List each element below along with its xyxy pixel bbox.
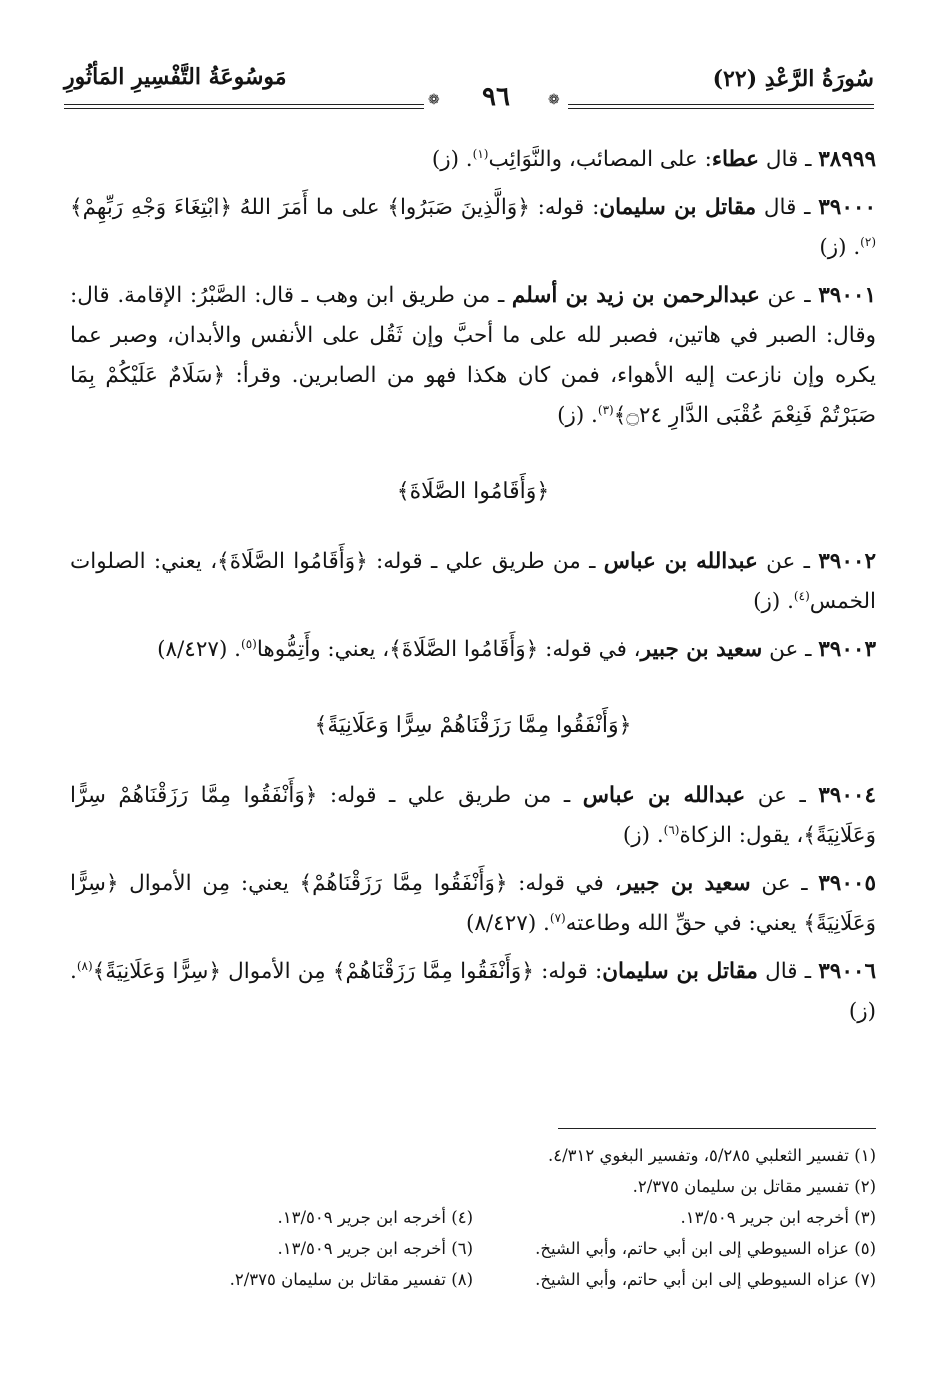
entry-text: ـ عن xyxy=(745,783,819,808)
narrator-name: سعيد بن جبير xyxy=(640,637,763,662)
narrator-name: مقاتل بن سليمان xyxy=(602,959,758,984)
footnote-separator xyxy=(558,1128,876,1129)
footnote-5: (٥) عزاه السيوطي إلى ابن أبي حاتم، وأبي الشيخ. xyxy=(535,1239,876,1258)
entry-number: ٣٩٠٠٣ xyxy=(818,637,876,662)
entry-39006 xyxy=(70,952,876,1032)
footnote-row xyxy=(70,1264,876,1295)
entry-text: : على المصائب، والنَّوَائِب xyxy=(488,147,712,172)
narrator-name: مقاتل بن سليمان xyxy=(599,195,757,220)
page-number: ٩٦ xyxy=(482,82,510,112)
footnote-8: (٨) تفسير مقاتل بن سليمان ٢/٣٧٥. xyxy=(229,1270,473,1289)
entry-text: ، في قوله: ﴿وَأَقَامُوا الصَّلَاةَ﴾، يعني: وأَتِمُّوها xyxy=(256,637,641,662)
entry-38999 xyxy=(70,140,876,180)
section-heading-2: ﴿وَأَنْفَقُوا مِمَّا رَزَقْنَاهُمْ سِرًّا وَعَلَانِيَةً﴾ xyxy=(314,713,632,738)
footnote-6: (٦) أخرجه ابن جرير ١٣/٥٠٩. xyxy=(277,1239,473,1258)
entry-text: ـ قال xyxy=(756,195,819,220)
entry-text: ـ عن xyxy=(762,637,819,662)
entry-39005 xyxy=(70,864,876,944)
entry-text: ـ من طريق علي ـ قوله: ﴿وَأَقَامُوا الصَّلَاةَ﴾، يعني: الصلوات الخمس xyxy=(70,549,876,614)
surah-title: سُورَةُ الرَّعْدِ (٢٢) xyxy=(712,66,874,92)
footnote-1: (١) تفسير الثعلبي ٥/٢٨٥، وتفسير البغوي ٤/٣١٢. xyxy=(547,1146,876,1165)
entry-text: ، في قوله: ﴿وَأَنْفَقُوا مِمَّا رَزَقْنَاهُمْ﴾ يعني: مِن الأموال ﴿سِرًّا وَعَلَانِيَةً﴾ يعني: في حقِّ الله وطاعته xyxy=(70,871,876,936)
entry-number: ٣٩٠٠٠ xyxy=(818,195,876,220)
footnote-row xyxy=(70,1202,876,1233)
entry-source: . (ز) xyxy=(753,589,794,614)
entry-source: . (٨/٤٢٧) xyxy=(465,911,550,936)
section-heading-1: ﴿وَأَقَامُوا الصَّلَاةَ﴾ xyxy=(396,479,550,504)
footnote-row xyxy=(70,1233,876,1264)
book-title: مَوسُوعَةُ التَّفْسِيرِ المَأثُورِ xyxy=(64,64,287,90)
entry-source: . (ز) xyxy=(431,147,473,172)
entry-text: : قوله: ﴿وَأَنْفَقُوا مِمَّا رَزَقْنَاهُمْ﴾ مِن الأموال ﴿سِرًّا وَعَلَانِيَةً﴾ xyxy=(92,959,603,984)
footnote-ref[interactable]: (٧) xyxy=(549,910,566,925)
entry-text: ـ قال xyxy=(757,959,819,984)
entry-text: ـ عن xyxy=(759,283,819,308)
footnote-7: (٧) عزاه السيوطي إلى ابن أبي حاتم، وأبي الشيخ. xyxy=(535,1270,876,1289)
footnote-3: (٣) أخرجه ابن جرير ١٣/٥٠٩. xyxy=(680,1208,876,1227)
entry-number: ٣٩٠٠٢ xyxy=(818,549,876,574)
entry-number: ٣٨٩٩٩ xyxy=(818,147,876,172)
footnote-ref[interactable]: (٦) xyxy=(663,822,680,837)
narrator-name: عبدالرحمن بن زيد بن أسلم xyxy=(511,283,760,308)
entry-39003 xyxy=(70,630,876,670)
entry-number: ٣٩٠٠٦ xyxy=(818,959,876,984)
narrator-name: سعيد بن جبير xyxy=(621,871,751,896)
footnote-ref[interactable]: (٨) xyxy=(76,958,93,973)
entry-39001 xyxy=(70,276,876,436)
ornament-left-icon: ❁ xyxy=(428,92,440,108)
footnotes xyxy=(70,1140,876,1295)
entry-39000 xyxy=(70,188,876,268)
entry-source: . (٨/٤٢٧) xyxy=(157,637,241,662)
footnote-ref[interactable]: (٥) xyxy=(241,636,257,651)
entry-number: ٣٩٠٠٤ xyxy=(818,783,876,808)
entry-source: . (ز) xyxy=(622,823,664,848)
entry-text: ـ من طريق ابن وهب ـ قال: الصَّبْرُ: الإقامة. قال: وقال: الصبر في هاتين، فصبر لله على ما أحبَّ وإن ثَقُل على الأنفس والأبدان، وصبر عما يكره وإن نازعت إليه الأهواء، فمن كان هكذا فهو من الصابرين. وقرأ: ﴿سَلَامٌ عَلَيْكُمْ بِمَا صَبَرْتُمْ فَنِعْمَ عُقْبَى الدَّارِ ۝٢٤﴾ xyxy=(70,283,876,428)
footnote-ref[interactable]: (٣) xyxy=(597,402,614,417)
entry-text: ـ عن xyxy=(750,871,819,896)
narrator-name: عطاء xyxy=(711,147,759,172)
main-text xyxy=(70,140,876,1040)
entry-source: . (ز) xyxy=(557,403,598,428)
narrator-name: عبدالله بن عباس xyxy=(582,783,746,808)
entry-text: ـ من طريق علي ـ قوله: ﴿وَأَنْفَقُوا مِمَّا رَزَقْنَاهُمْ سِرًّا وَعَلَانِيَةً﴾، يقول: الزكاة xyxy=(70,783,876,848)
page-header xyxy=(64,60,874,130)
entry-text: ـ قال xyxy=(758,147,819,172)
entry-text: ـ عن xyxy=(757,549,819,574)
entry-source: . (ز) xyxy=(819,235,861,260)
entry-source: . (ز) xyxy=(70,959,876,1024)
ornament-right-icon: ❁ xyxy=(548,92,560,108)
footnote-2: (٢) تفسير مقاتل بن سليمان ٢/٣٧٥. xyxy=(632,1177,876,1196)
footnote-ref[interactable]: (٢) xyxy=(860,234,876,249)
footnote-4: (٤) أخرجه ابن جرير ١٣/٥٠٩. xyxy=(277,1208,473,1227)
entry-text: : قوله: ﴿وَالَّذِينَ صَبَرُوا﴾ على ما أَمَرَ اللهُ ﴿ابْتِغَاءَ وَجْهِ رَبِّهِمْ﴾ xyxy=(70,195,600,220)
footnote-ref[interactable]: (١) xyxy=(472,146,489,161)
footnote-ref[interactable]: (٤) xyxy=(793,588,810,603)
entry-39002 xyxy=(70,542,876,622)
entry-39004 xyxy=(70,776,876,856)
entry-number: ٣٩٠٠١ xyxy=(818,283,876,308)
entry-number: ٣٩٠٠٥ xyxy=(818,871,876,896)
narrator-name: عبدالله بن عباس xyxy=(603,549,758,574)
